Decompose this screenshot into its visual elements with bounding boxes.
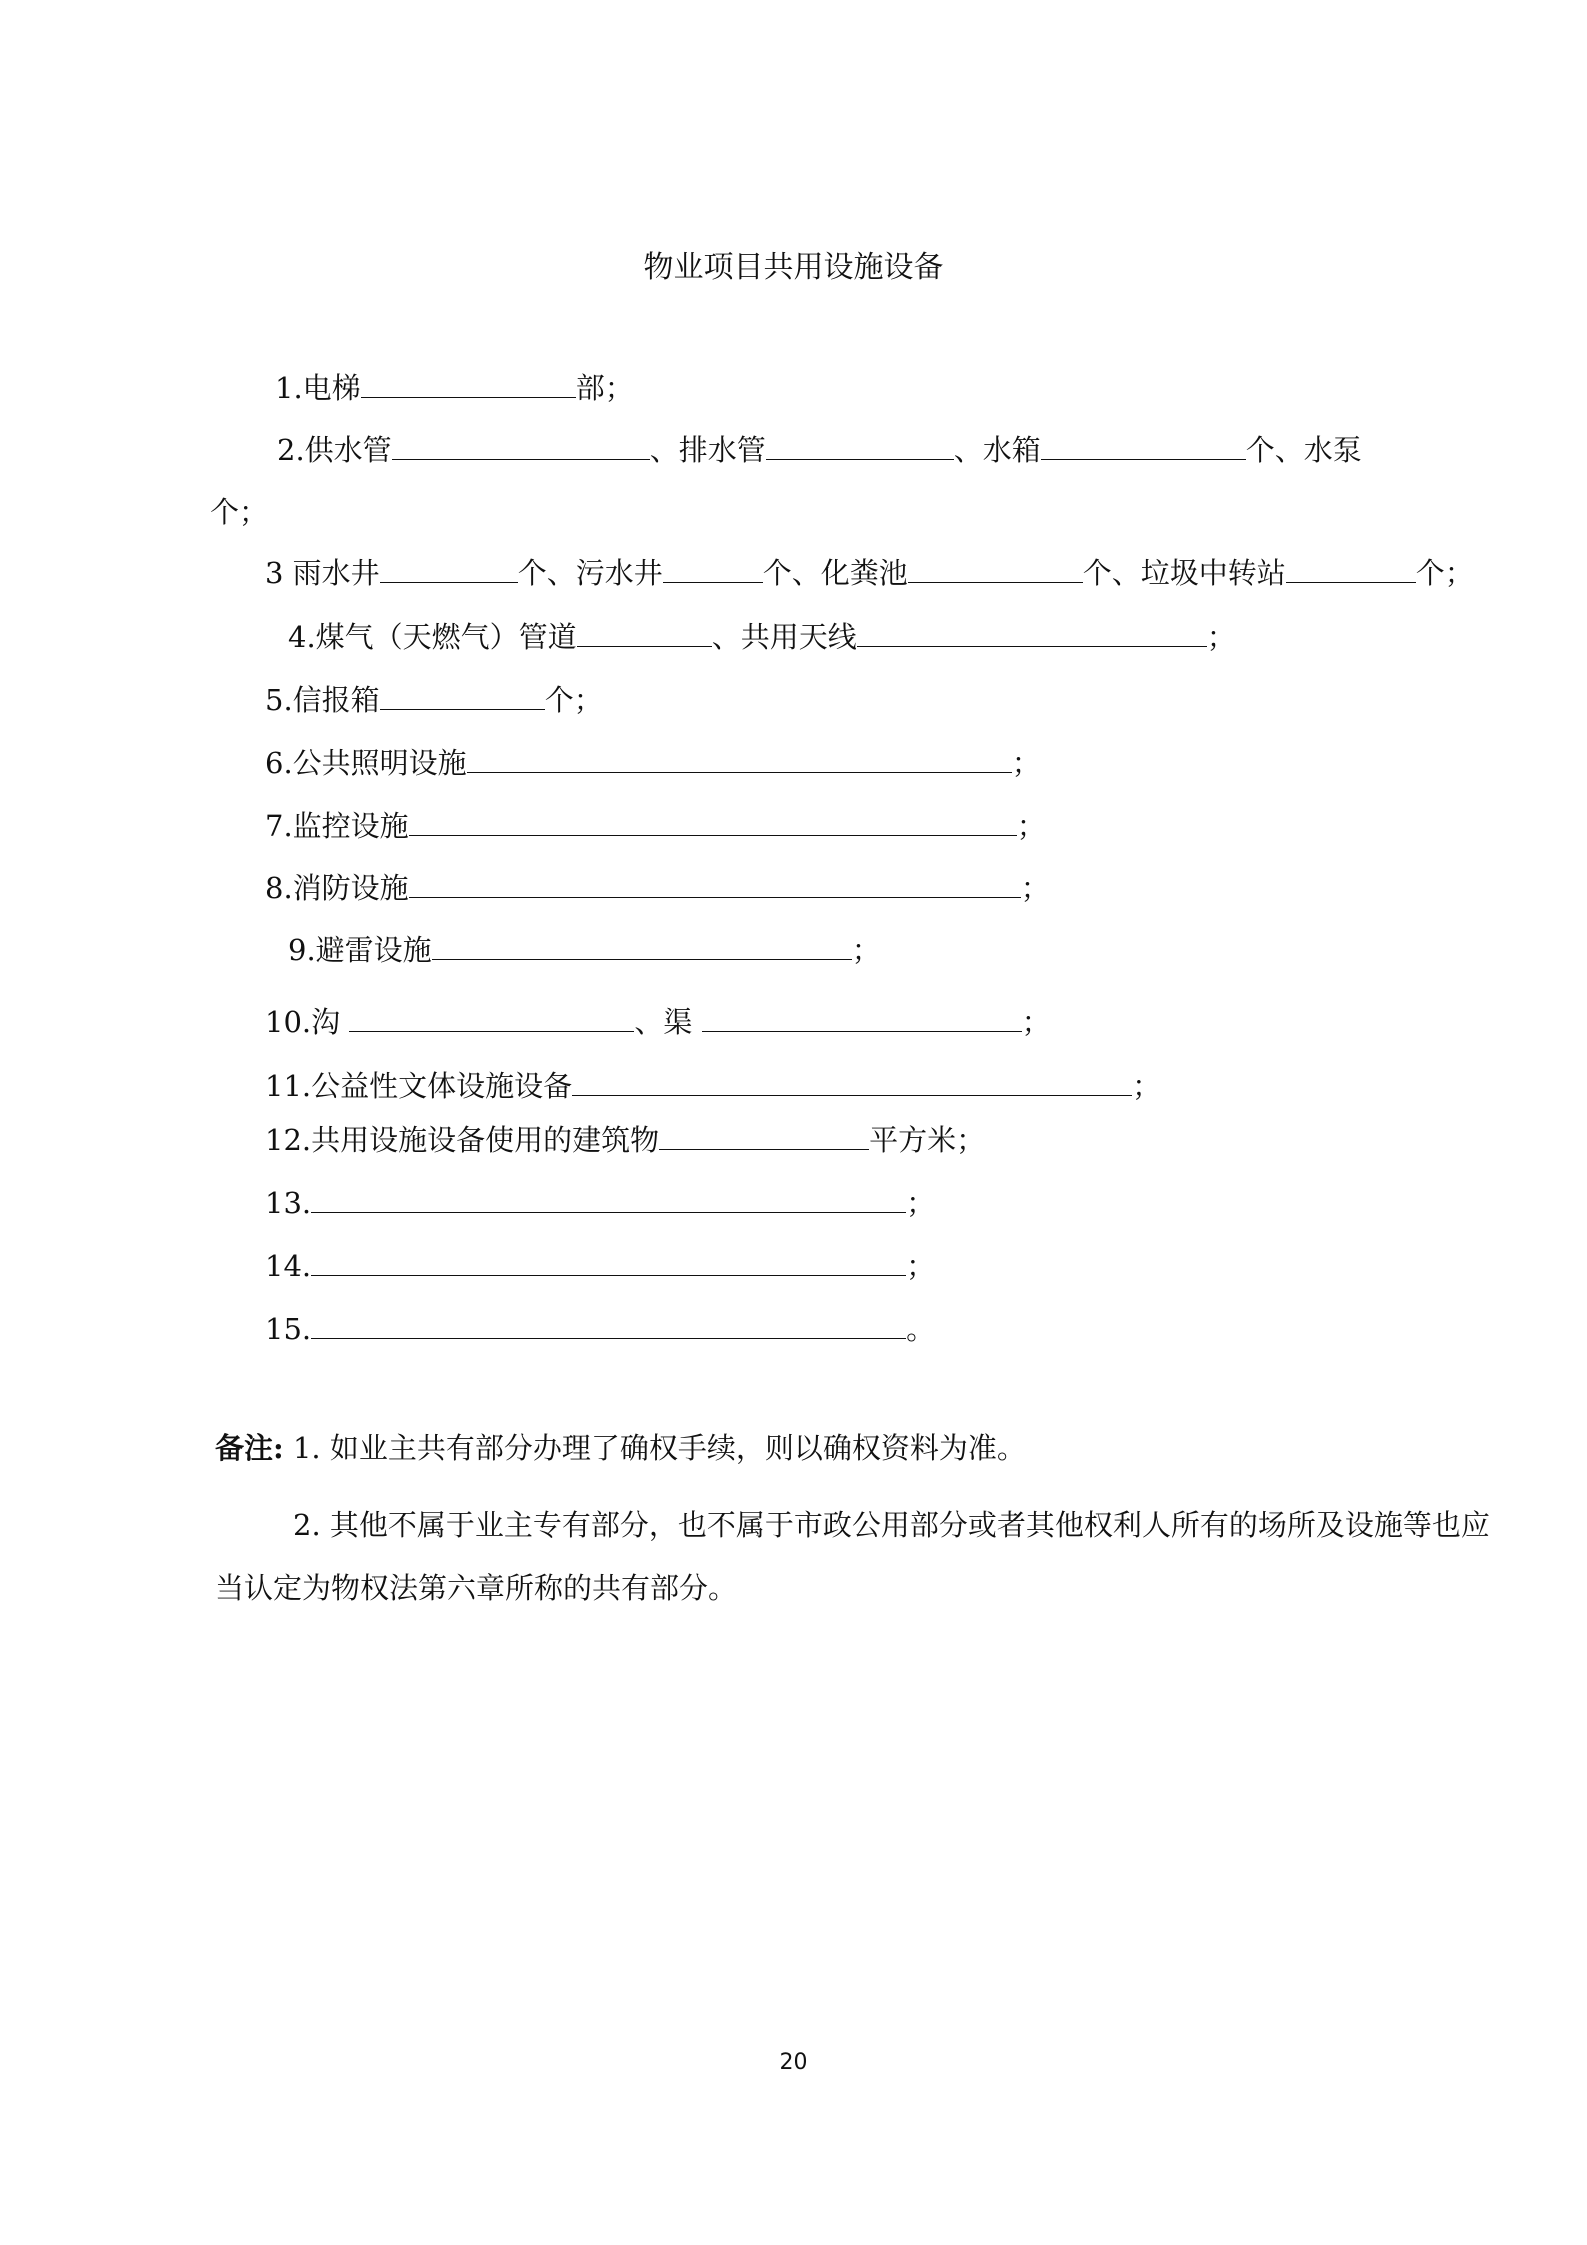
list-item-fire: 8.消防设施 ； [265,871,1050,905]
note-1: 备注: 1. 如业主共有部分办理了确权手续，则以确权资料为准。 [215,1431,1026,1465]
list-item-13: 13. ； [265,1186,936,1220]
blank-field[interactable] [766,433,954,460]
blank-field[interactable] [659,1123,869,1150]
blank-field[interactable] [857,620,1207,647]
list-item-mailbox: 5.信报箱 个； [265,683,603,717]
list-item-14: 14. ； [265,1249,936,1283]
list-item-water: 2.供水管 、排水管 、水箱 个、水泵 [277,433,1362,467]
blank-field[interactable] [702,1005,1022,1032]
blank-field[interactable] [361,371,576,398]
list-item-cultural: 11.公益性文体设施设备 ； [265,1069,1162,1103]
blank-field[interactable] [1286,556,1416,583]
blank-field[interactable] [409,809,1017,836]
blank-field[interactable] [392,433,650,460]
blank-field[interactable] [380,556,518,583]
page-number: 20 [779,2050,808,2075]
blank-field[interactable] [432,933,852,960]
blank-field[interactable] [311,1249,906,1276]
list-item-15: 15. 。 [265,1312,936,1346]
blank-field[interactable] [409,871,1021,898]
blank-field[interactable] [572,1069,1132,1096]
blank-field[interactable] [1041,433,1246,460]
list-item-ditch: 10.沟 、渠 ； [265,1005,1051,1039]
note-2: 2. 其他不属于业主专有部分，也不属于市政公用部分或者其他权利人所有的场所及设施等也应 [293,1508,1490,1542]
blank-field[interactable] [311,1312,906,1339]
note-2-cont: 当认定为物权法第六章所称的共有部分。 [215,1571,738,1605]
list-item-lighting: 6.公共照明设施 ； [265,746,1041,780]
note-label: 备注: [215,1431,284,1465]
blank-field[interactable] [349,1005,634,1032]
list-item-gas: 4.煤气（天燃气）管道 、共用天线 ； [288,620,1236,654]
blank-field[interactable] [577,620,712,647]
list-item-monitoring: 7.监控设施 ； [265,809,1046,843]
page-title: 物业项目共用设施设备 [643,250,944,285]
list-item-wells: 3 雨水井 个、污水井 个、化粪池 个、垃圾中转站 个； [265,556,1474,590]
blank-field[interactable] [311,1186,906,1213]
blank-field[interactable] [908,556,1083,583]
list-item-elevator: 1.电梯 部； [275,371,634,405]
list-item-lightning: 9.避雷设施 ； [288,933,881,967]
blank-field[interactable] [467,746,1012,773]
blank-field[interactable] [380,683,545,710]
list-item-water-cont: 个； [210,495,269,529]
list-item-building: 12.共用设施设备使用的建筑物 平方米； [265,1123,986,1157]
blank-field[interactable] [663,556,763,583]
